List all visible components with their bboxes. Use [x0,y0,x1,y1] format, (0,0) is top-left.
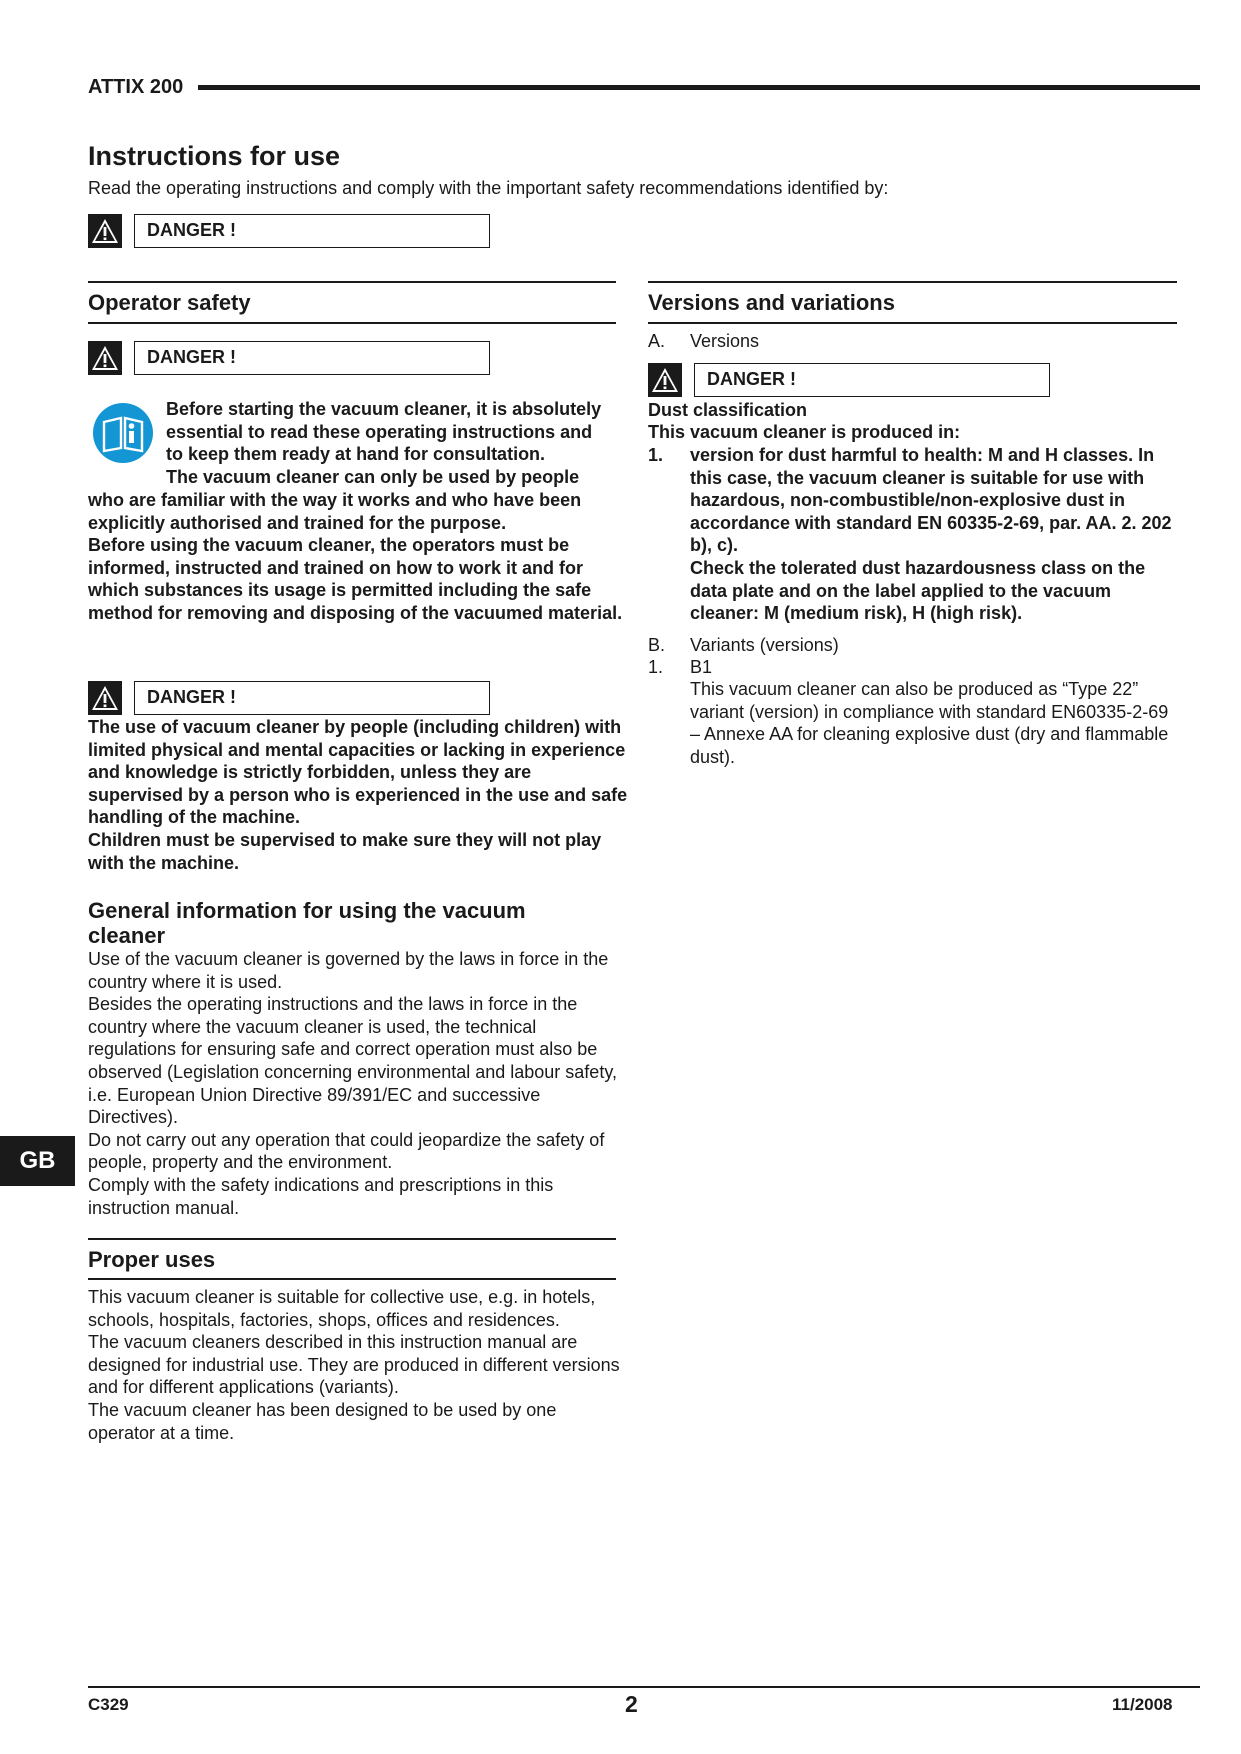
warning-icon [648,363,682,397]
section-rule [648,281,1177,283]
list-marker: B. [648,635,666,655]
header-title: ATTIX 200 [88,76,184,98]
general-info-text: Use of the vacuum cleaner is governed by the laws in force in the country where it is used. Besides the operating instructions and the laws in force in the country where the vacuum cleaner is used, the technical regulations for ensuring safe and correct operation must also be observed (Legislation concerning environmental and labour safety, i.e. European Union Directive 89/391/EC and successive Directives). Do not carry out any operation that could jeopardize the safety of people, property and the environment. Comply with the safety indications and prescriptions in this instruction manual. [88,949,617,1218]
list-marker: A. [648,331,666,351]
danger-label: DANGER ! [134,341,490,375]
footer-rule [88,1686,1200,1688]
footer-date: 11/2008 [1112,1695,1173,1714]
list-marker: 1. [648,445,664,465]
info-line: to keep them ready at hand for consultation. [166,444,546,465]
dust-classification-title: Dust classification [648,400,808,420]
versions-a-label: Versions [690,331,760,351]
danger-text: The use of vacuum cleaner by people (including children) with limited physical and mental capacities or lacking in experience and knowledge is strictly forbidden, unless they are supervised by a person who is experienced in the use and safe handling of the machine. Children must be supervised to make sure they will not play with the machine. [88,717,628,873]
info-line: essential to read these operating instructions and [166,421,593,442]
page-number: 2 [625,1691,638,1717]
danger-label: DANGER ! [134,681,490,715]
footer-code: C329 [88,1695,129,1714]
section-rule [648,322,1177,324]
intro-text: Read the operating instructions and comply with the important safety recommendations identified by: [88,178,889,198]
danger-label: DANGER ! [134,214,490,248]
list-marker: 1. [648,657,664,677]
danger-label: DANGER ! [694,363,1050,397]
variant-b1-label: B1 [690,657,713,677]
version-item-1: version for dust harmful to health: M and H classes. In this case, the vacuum cleaner is suitable for use with hazardous, non-combustible/non-explosive dust in accordance with standard EN 60335-2-69, par. AA. 2. 202 b), c). Check the tolerated dust hazardousness class on the data plate and on the label applied to the vacuum cleaner: M (medium risk), H (high risk). [690,445,1172,624]
proper-uses-text: This vacuum cleaner is suitable for collective use, e.g. in hotels, schools, hospitals, factories, shops, offices and residences. The vacuum cleaners described in this instruction manual are designed for industrial use. They are produced in different versions and for different applications (variants). The vacuum cleaner has been designed to be used by one operator at a time. [88,1287,620,1443]
warning-icon [88,214,122,248]
header-rule [198,85,1200,90]
produced-in-text: This vacuum cleaner is produced in: [648,422,961,442]
info-line: The vacuum cleaner can only be used by people [166,466,580,487]
versions-heading: Versions and variations [648,290,895,315]
page-title: Instructions for use [88,141,341,171]
warning-icon [88,681,122,715]
variants-label: Variants (versions) [690,635,839,655]
warning-icon [88,341,122,375]
language-tab: GB [0,1136,75,1186]
operator-safety-heading: Operator safety [88,290,251,315]
proper-uses-heading: Proper uses [88,1247,216,1272]
section-rule [88,1238,616,1240]
read-manual-icon [92,402,154,469]
section-rule [88,322,616,324]
info-line: Before starting the vacuum cleaner, it is absolutely [166,399,602,419]
section-rule [88,281,616,283]
variant-b1-text: This vacuum cleaner can also be produced as “Type 22” variant (version) in compliance with standard EN60335-2-69 – Annexe AA for cleaning explosive dust (dry and flammable dust). [690,679,1169,767]
general-info-heading: General information for using the vacuum cleaner [88,898,526,948]
section-rule [88,1278,616,1280]
operator-safety-body: who are familiar with the way it works and who have been explicitly authorised and trained for the purpose. Before using the vacuum cleaner, the operators must be informed, instructed and trained on how to work it and for which substances its usage is permitted including the safe method for removing and disposing of the vacuumed material. [88,490,623,623]
